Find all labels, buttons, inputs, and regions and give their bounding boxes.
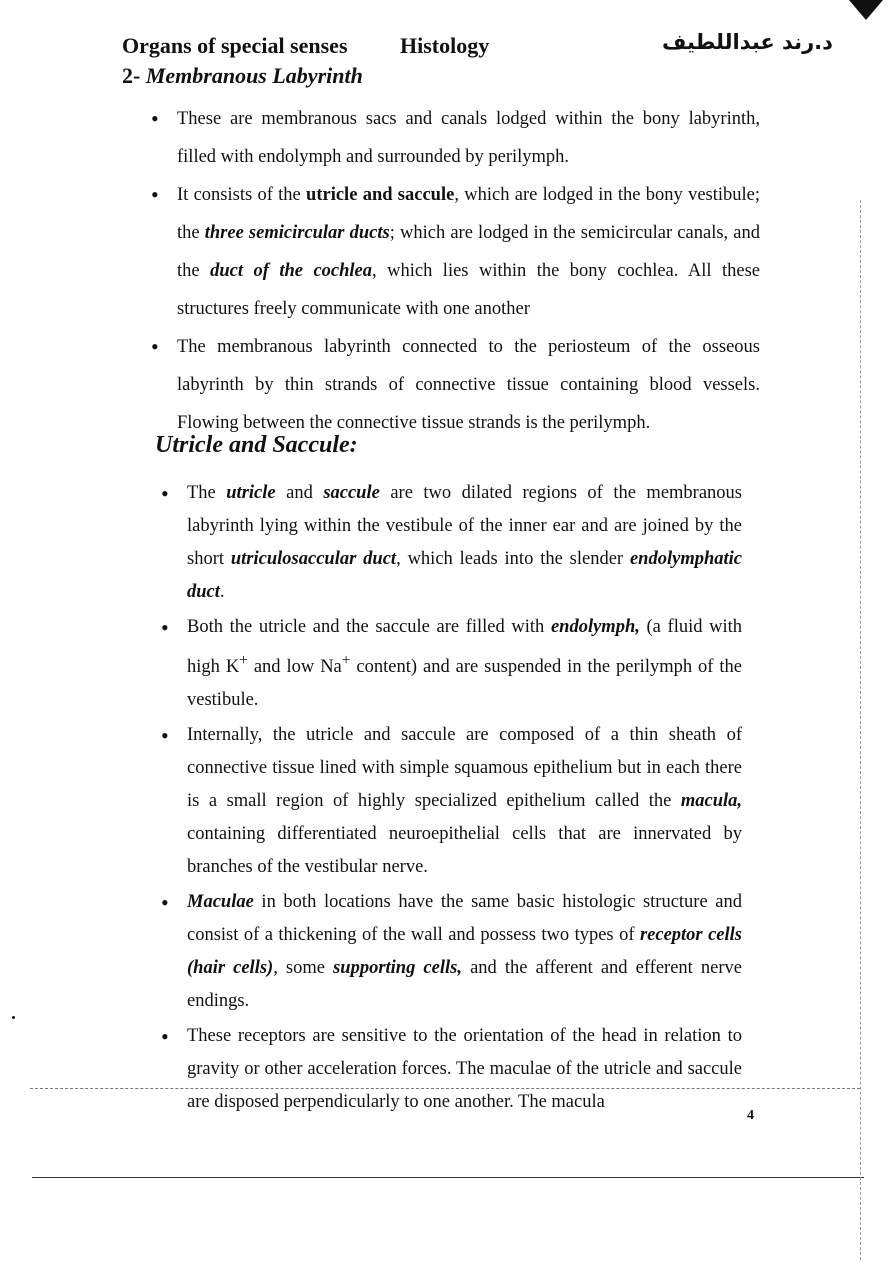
bullet-text-segment: receptor cells (hair cells) xyxy=(187,925,742,979)
bullet-item xyxy=(187,1020,742,1119)
labyrinth-bullet-list xyxy=(177,100,760,442)
bullet-text-segment: and low Na xyxy=(247,657,342,678)
scan-edge-line xyxy=(860,200,861,1260)
bullet-text-segment: It consists of the xyxy=(177,185,307,205)
bullet-text-segment: containing differentiated neuroepithelial cells that are innervated by branches of the vestibular nerve. xyxy=(187,824,742,878)
bullet-text-segment: Maculae xyxy=(187,892,254,913)
header-course: Organs of special senses xyxy=(122,33,348,58)
bullet-text-segment: . xyxy=(219,582,225,602)
bullet-text-segment: utricle and saccule xyxy=(306,185,455,205)
subheading-utricle-saccule: Utricle and Saccule: xyxy=(155,432,358,458)
bullet-text-segment: Internally, the utricle and saccule are composed of a thin sheath of connective tissue lined with simple squamous epithelium but in each there is a small region of highly specialized epithelium called the xyxy=(187,725,742,812)
bullet-text-segment: saccule xyxy=(323,483,380,503)
bullet-text-segment: , which are lodged in the bony vestibule; the xyxy=(177,185,761,243)
bullet-text-segment: , which leads into the slender xyxy=(396,549,630,569)
bullet-text-segment: endolymph, xyxy=(550,617,640,637)
bullet-text-segment: utricle xyxy=(226,483,276,503)
bullet-text-segment: utriculosaccular duct xyxy=(230,549,397,569)
bullet-text-segment: These receptors are sensitive to the orientation of the head in relation to gravity or other acceleration forces. The maculae of the utricle and saccule are disposed perpendicularly to one another. The macula xyxy=(187,1026,742,1113)
corner-triangle-mark xyxy=(849,0,883,20)
bullet-text-segment: and xyxy=(275,483,324,503)
header-author: د.رند عبداللطيف xyxy=(662,30,833,54)
bullet-item xyxy=(187,886,742,1018)
bullet-text-segment: endolymphatic duct xyxy=(187,549,742,602)
bullet-text-segment: content) and are suspended in the perilymph of the vestibule. xyxy=(187,657,742,711)
section-title-text: Membranous Labyrinth xyxy=(145,63,363,88)
section-number: 2- xyxy=(122,63,141,88)
footer-rule xyxy=(32,1177,864,1178)
scan-speck xyxy=(12,1016,15,1019)
bullet-text-segment: supporting cells, xyxy=(333,958,462,979)
bullet-text-segment: + xyxy=(341,652,351,669)
bullet-text-segment: ; which are lodged in the semicircular canals, and the xyxy=(177,223,760,281)
bullet-item xyxy=(177,100,760,176)
bullet-text-segment: These are membranous sacs and canals lodged within the bony labyrinth, filled with endolymph and surrounded by perilymph. xyxy=(177,109,760,167)
bullet-text-segment: duct of the cochlea xyxy=(210,261,373,281)
bullet-text-segment: and the afferent and efferent nerve endings. xyxy=(187,958,742,1012)
bullet-item xyxy=(177,328,760,442)
header-subject: Histology xyxy=(400,33,490,58)
bullet-text-segment: + xyxy=(239,652,248,669)
bullet-text-segment: Both the utricle and the saccule are filled with xyxy=(187,617,551,637)
bullet-item xyxy=(187,477,742,609)
bullet-text-segment: three semicircular ducts xyxy=(204,223,390,243)
scan-dashed-rule xyxy=(30,1088,860,1089)
bullet-item xyxy=(177,176,760,328)
bullet-text-segment: macula, xyxy=(680,791,742,812)
bullet-text-segment: are two dilated regions of the membranous labyrinth lying within the vestibule of the inner ear and are joined by the short xyxy=(187,483,742,569)
page-number: 4 xyxy=(747,1108,754,1123)
bullet-text-segment: The xyxy=(187,483,227,503)
bullet-item xyxy=(187,611,742,717)
bullet-item xyxy=(187,719,742,884)
bullet-text-segment: (a fluid with high K xyxy=(187,617,743,678)
section-title xyxy=(122,63,363,89)
bullet-text-segment: in both locations have the same basic histologic structure and consist of a thickening of the wall and possess two types of xyxy=(187,892,742,946)
bullet-text-segment: , some xyxy=(273,958,334,979)
bullet-text-segment: , which lies within the bony cochlea. All these structures freely communicate with one another xyxy=(177,261,760,319)
utricle-bullet-list xyxy=(187,477,742,1121)
bullet-text-segment: The membranous labyrinth connected to the periosteum of the osseous labyrinth by thin strands of connective tissue containing blood vessels. Flowing between the connective tissue strands is the perilymph. xyxy=(177,337,760,433)
